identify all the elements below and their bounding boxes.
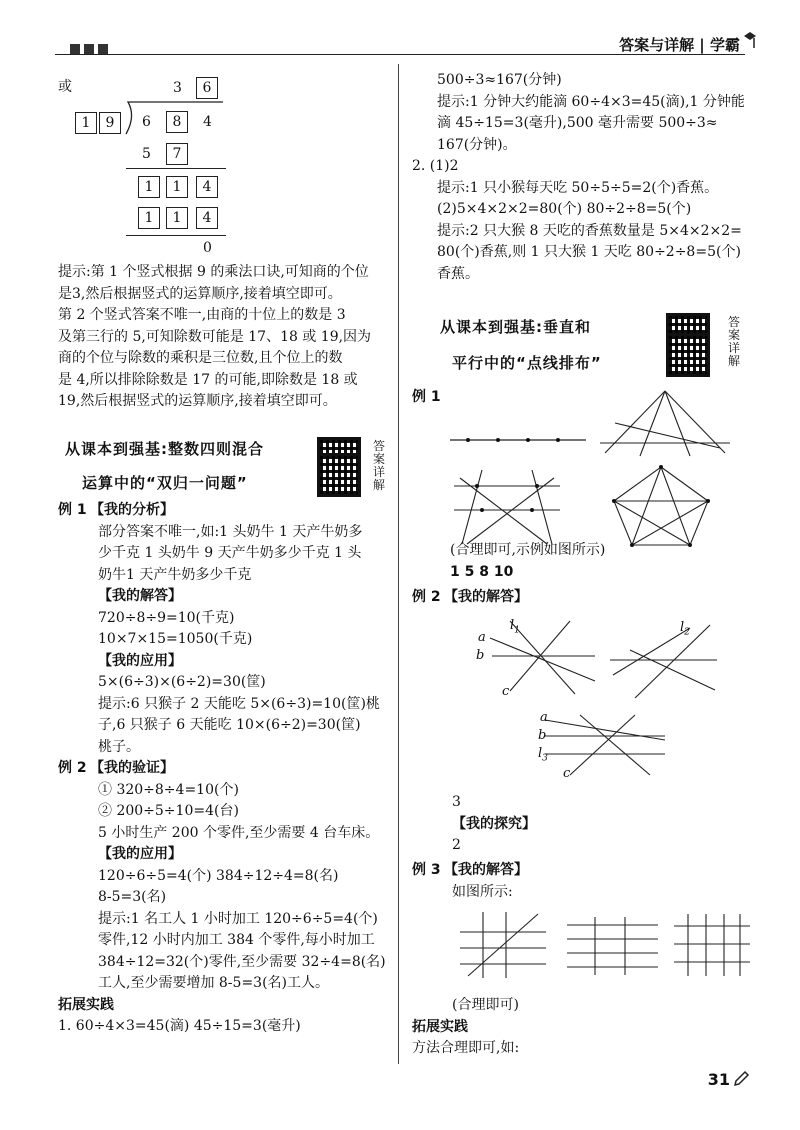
line-label-a: a: [540, 710, 548, 725]
ex2-answers: [452, 792, 752, 857]
line-subscript: 2: [684, 627, 690, 638]
extension-line: 方法合理即可,如:: [412, 1040, 520, 1056]
work-rule: [126, 168, 226, 169]
answer-line: 5 小时生产 200 个零件,至少需要 4 台车床。: [98, 824, 380, 841]
section-title: 从课本到强基:垂直和: [440, 318, 591, 336]
answer-line: 子,6 只猴子 6 天能吃 10×(6÷2)=30(筐): [98, 717, 361, 733]
remainder: 0: [203, 240, 212, 256]
answer-line: 【我的解答】: [444, 862, 528, 878]
left-hint: [58, 262, 390, 413]
grid-figure-2: [565, 915, 660, 977]
work-box: 7: [166, 143, 188, 165]
answer-line: 3: [452, 794, 461, 810]
dividend-digit: 4: [203, 114, 212, 130]
left-examples: [58, 500, 393, 1038]
column-divider: [398, 64, 399, 1064]
answer-line: 2: [452, 837, 461, 853]
qr-label: 答案详解: [372, 439, 385, 492]
line-letter: l: [510, 618, 515, 633]
line-label-c: c: [563, 766, 571, 781]
qr-code[interactable]: [666, 333, 710, 377]
answer-numbers: 1 5 8 10: [450, 563, 514, 580]
ex1-caption: [450, 540, 750, 583]
line-label-c: c: [502, 684, 510, 699]
section-title: 从课本到强基:整数四则混合: [65, 440, 264, 458]
example-label: 例 1: [58, 502, 87, 518]
work-box: 4: [196, 207, 218, 229]
answer-line: 工人,至少需要增加 8-5=3(名)工人。: [98, 975, 330, 991]
answer-line: 滴 45÷15=3(毫升),500 毫升需要 500÷3≈: [437, 115, 718, 131]
qr-code[interactable]: [317, 453, 361, 497]
lines-figure-2: [605, 620, 720, 700]
answer-line: 提示:1 只小猴每天吃 50÷5÷5=2(个)香蕉。: [437, 179, 719, 196]
lines-figure-3: [540, 710, 670, 780]
answer-line: 【我的分析】: [90, 502, 174, 518]
points-on-line-figure: [448, 430, 588, 450]
grid-figure-1: [458, 910, 548, 980]
page-number: 31: [707, 1070, 730, 1089]
header-mark: [70, 44, 80, 54]
or-label: 或: [58, 79, 72, 95]
extension-title: 拓展实践: [58, 996, 114, 1013]
answer-line: 提示:1 分钟大约能滴 60÷4×3=45(滴),1 分钟能: [437, 93, 745, 110]
answer-line: 【我的探究】: [452, 815, 536, 832]
work-box: 1: [166, 176, 188, 198]
answer-line: 部分答案不唯一,如:1 头奶牛 1 天产牛奶多: [98, 523, 363, 540]
header-mark: [84, 44, 94, 54]
line-subscript: 3: [542, 753, 548, 764]
answer-line: 10×7×15=1050(千克): [98, 631, 253, 647]
answer-line: 720÷8÷9=10(千克): [98, 609, 235, 626]
dividend-box: 8: [166, 111, 188, 133]
answer-line: (2)5×4×2×2=80(个) 80÷2÷8=5(个): [437, 201, 692, 217]
example-2-head: [412, 586, 528, 606]
example-label: 例 2: [58, 760, 87, 776]
hint-line: 19,然后根据竖式的运算顺序,接着填空即可。: [58, 393, 337, 409]
extension-line: 1. 60÷4×3=45(滴) 45÷15=3(毫升): [58, 1018, 301, 1034]
hint-line: 商的个位与除数的乘积是三位数,且个位上的数: [58, 350, 343, 366]
section-title: 运算中的“双归一问题”: [82, 474, 248, 492]
answer-line: 提示:2 只大猴 8 天吃的香蕉数量是 5×4×2×2=: [437, 222, 742, 239]
answer-line: 167(分钟)。: [437, 136, 517, 153]
answer-line: ② 200÷5÷10=4(台): [98, 803, 239, 819]
right-top: [412, 70, 752, 285]
quotient-box: 6: [196, 77, 218, 99]
work-digit: 5: [142, 146, 151, 162]
hint-line: 提示:第 1 个竖式根据 9 的乘法口诀,可知商的个位: [58, 264, 369, 280]
hint-line: 是 4,所以排除除数是 17 的可能,即除数是 18 或: [58, 371, 358, 388]
answer-line: 【我的验证】: [90, 760, 174, 776]
brand-title: 答案与详解 | 学霸: [619, 36, 740, 54]
caption: (合理即可): [452, 997, 519, 1013]
header-mark: [98, 44, 108, 54]
work-box: 1: [166, 207, 188, 229]
line-label-b: b: [476, 648, 485, 663]
line-label-l3: [538, 746, 548, 764]
answer-line: 120÷6÷5=4(个) 384÷12÷4=8(名): [98, 867, 339, 884]
line-letter: l: [538, 746, 543, 761]
caption: (合理即可,示例如图所示): [450, 542, 606, 558]
answer-line: 提示:1 名工人 1 小时加工 120÷6÷5=4(个): [98, 910, 378, 927]
answer-line: 提示:6 只猴子 2 天能吃 5×(6÷3)=10(筐)桃: [98, 695, 380, 712]
answer-line: 【我的应用】: [98, 846, 182, 862]
five-lines-figure: [595, 388, 735, 458]
qr-label: 答案详解: [727, 315, 740, 368]
answer-line: 【我的应用】: [98, 652, 182, 669]
answer-line: ① 320÷8÷4=10(个): [98, 781, 239, 798]
quotient-digit: 3: [173, 80, 182, 96]
work-box: 4: [196, 176, 218, 198]
answer-line: 零件,12 小时内加工 384 个零件,每小时加工: [98, 932, 375, 948]
line-label-l2: [680, 620, 690, 638]
answer-line: 【我的解答】: [98, 588, 182, 604]
line-label-l1: [510, 618, 520, 636]
answer-line: 少千克 1 头奶牛 9 天产牛奶多少千克 1 头: [98, 545, 362, 561]
work-box: 1: [138, 207, 160, 229]
answer-line: 80(个)香蕉,则 1 只大猴 1 天吃 80÷2÷8=5(个): [437, 244, 741, 260]
answer-line: 384÷12=32(个)零件,至少需要 32÷4=8(名): [98, 953, 386, 970]
work-rule: [126, 235, 226, 236]
answer-line: 香蕉。: [437, 265, 479, 282]
section-title: 平行中的“点线排布”: [452, 354, 602, 372]
answer-line: 5×(6÷3)×(6÷2)=30(筐): [98, 674, 266, 690]
graduation-cap-icon: [742, 30, 758, 50]
line-subscript: 1: [514, 625, 520, 636]
example-label: 例 3: [412, 862, 441, 878]
line-label-b: b: [538, 728, 547, 743]
hint-line: 是3,然后根据竖式的运算顺序,接着填空即可。: [58, 285, 342, 302]
answer-line: 奶牛1 天产牛奶多少千克: [98, 566, 252, 583]
answer-line: 桃子。: [98, 738, 140, 755]
hint-line: 第 2 个竖式答案不唯一,由商的十位上的数是 3: [58, 307, 346, 323]
dividend-digit: 6: [142, 114, 151, 130]
answer-line: 【我的解答】: [444, 589, 528, 605]
answer-line: 2. (1)2: [412, 158, 459, 174]
lines-figure-1: [470, 616, 600, 696]
star-lines-figure: [452, 468, 562, 546]
divisor-box: 1: [75, 112, 97, 134]
grid-figure-3: [672, 912, 752, 978]
line-letter: l: [680, 620, 685, 635]
right-bottom: [412, 995, 752, 1060]
line-label-a: a: [478, 630, 486, 645]
work-box: 1: [138, 176, 160, 198]
divisor-box: 9: [99, 112, 121, 134]
answer-line: 500÷3≈167(分钟): [437, 72, 562, 88]
pentagram-figure: [608, 465, 714, 547]
extension-title: 拓展实践: [412, 1018, 468, 1035]
answer-line: 8-5=3(名): [98, 889, 167, 905]
pencil-icon: [732, 1070, 750, 1088]
example-3: [412, 860, 752, 903]
hint-line: 及第三行的 5,可知除数可能是 17、18 或 19,因为: [58, 328, 372, 345]
example-label: 例 1: [412, 389, 441, 405]
example-label: 例 2: [412, 589, 441, 605]
answer-line: 如图所示:: [452, 883, 513, 900]
